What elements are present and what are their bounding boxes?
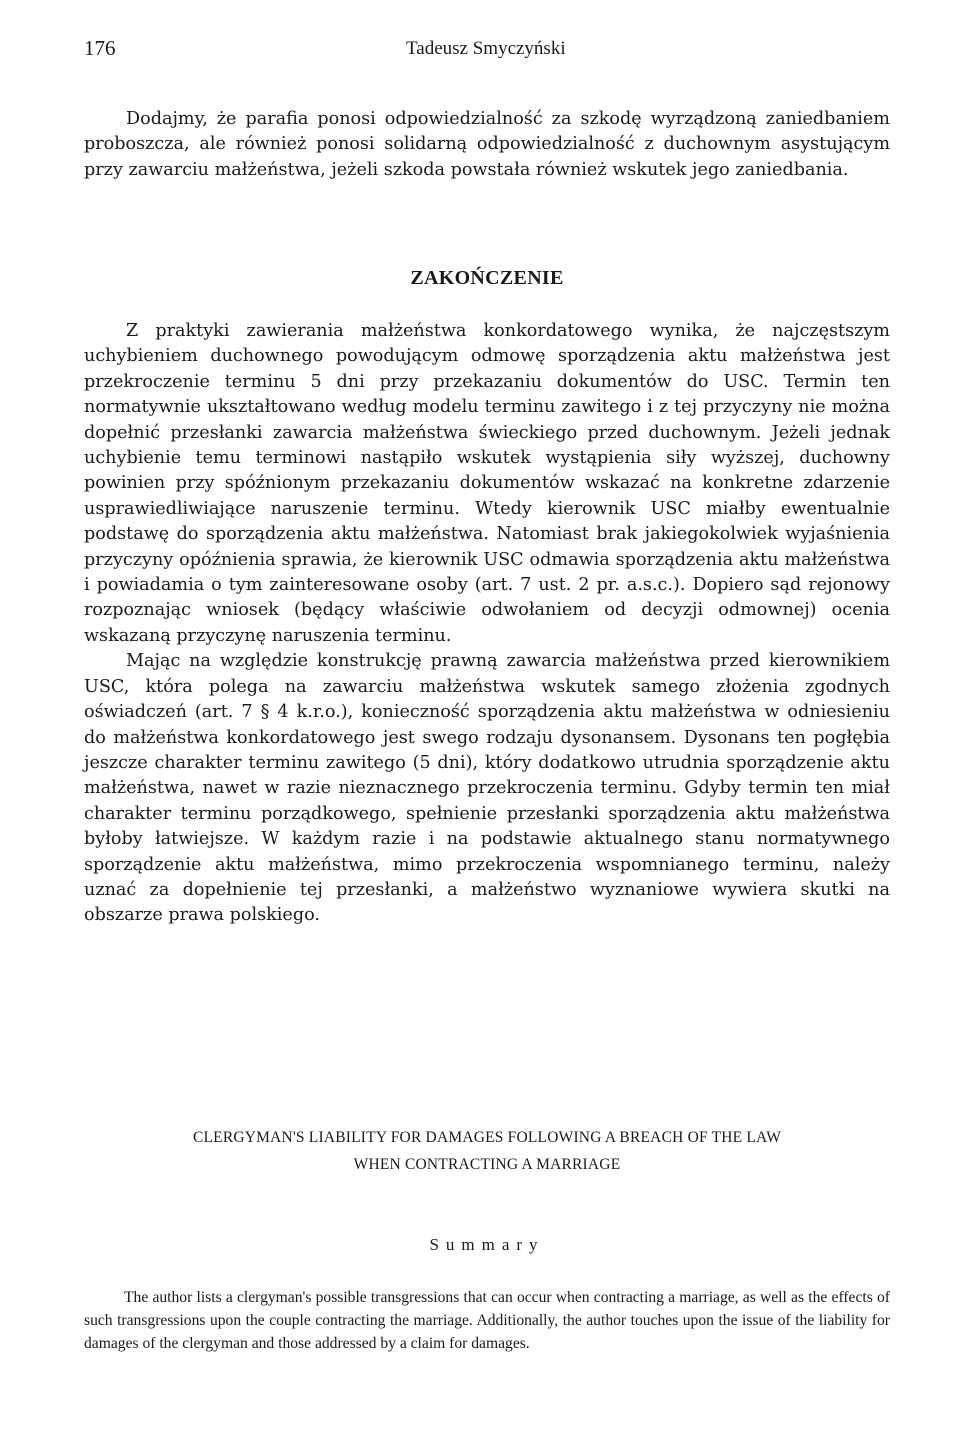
running-header: [84, 36, 890, 68]
conclusion-paragraph-1: Z praktyki zawierania małżeństwa konkordatowego wynika, że najczęstszym uchybieniem duchownego powodującym odmowę sporządzenia aktu małżeństwa jest przekroczenie terminu 5 dni przy przekazaniu dokumentów do USC. Termin ten normatywnie ukształtowano według modelu terminu zawitego i z tej przyczyny nie można dopełnić przesłanki zawarcia małżeństwa świeckiego przed duchownym. Jeżeli jednak uchybienie temu terminowi nastąpiło wskutek wystąpienia siły wyższej, duchowny powinien przy spóźnionym przekazaniu dokumentów wskazać na konkretne zdarzenie usprawiedliwiające naruszenie terminu. Wtedy kierownik USC miałby ewentualnie podstawę do sporządzenia aktu małżeństwa. Natomiast brak jakiegokolwiek wyjaśnienia przyczyny opóźnienia sprawia, że kierownik USC odmawia sporządzenia aktu małżeństwa i powiadamia o tym zainteresowane osoby (art. 7 ust. 2 pr. a.s.c.). Dopiero sąd rejonowy rozpoznając wniosek (będący właściwie odwołaniem od decyzji odmownej) ocenia wskazaną przyczynę naruszenia terminu.: [84, 321, 890, 646]
summary-section: [84, 1286, 890, 1356]
conclusion-paragraph-2: Mając na względzie konstrukcję prawną zawarcia małżeństwa przed kierownikiem USC, która polega na zawarciu małżeństwa wskutek samego złożenia zgodnych oświadczeń (art. 7 § 4 k.r.o.), konieczność sporządzenia aktu małżeństwa w odniesieniu do małżeństwa konkordatowego jest swego rodzaju dysonansem. Dysonans ten pogłębia jeszcze charakter terminu zawitego (5 dni), który dodatkowo utrudnia sporządzenie aktu małżeństwa, nawet w razie nieznacznego przekroczenia terminu. Gdyby termin ten miał charakter terminu porządkowego, spełnienie przesłanki sporządzenia aktu małżeństwa byłoby łatwiejsze. W każdym razie i na podstawie aktualnego stanu normatywnego sporządzenie aktu małżeństwa, mimo przekroczenia wspomnianego terminu, należy uznać za dopełnienie tej przesłanki, a małżeństwo wyznaniowe wywiera skutki na obszarze prawa polskiego.: [84, 651, 890, 926]
english-title-line-2: WHEN CONTRACTING A MARRIAGE: [353, 1156, 621, 1173]
intro-section: [84, 107, 890, 183]
running-head-author: Tadeusz Smyczyński: [406, 38, 566, 59]
section-heading: ZAKOŃCZENIE: [410, 267, 564, 289]
conclusion-section: [84, 319, 890, 929]
english-title: [84, 1124, 890, 1178]
english-title-line-1: CLERGYMAN'S LIABILITY FOR DAMAGES FOLLOWING A BREACH OF THE LAW: [192, 1129, 782, 1146]
summary-paragraph: The author lists a clergyman's possible transgressions that can occur when contracting a marriage, as well as the effects of such transgressions upon the couple contracting the marriage. Additionally, the author touches upon the issue of the liability for damages of the clergyman and those addressed by a claim for damages.: [84, 1289, 890, 1353]
intro-paragraph: Dodajmy, że parafia ponosi odpowiedzialność za szkodę wyrządzoną zaniedbaniem proboszcza, ale również ponosi solidarną odpowiedzialność z duchownym asystującym przy zawarciu małżeństwa, jeżeli szkoda powstała również wskutek jego zaniedbania.: [84, 109, 890, 180]
document-page: [84, 0, 890, 1440]
summary-label: Summary: [429, 1235, 545, 1254]
page-number: 176: [84, 36, 116, 60]
